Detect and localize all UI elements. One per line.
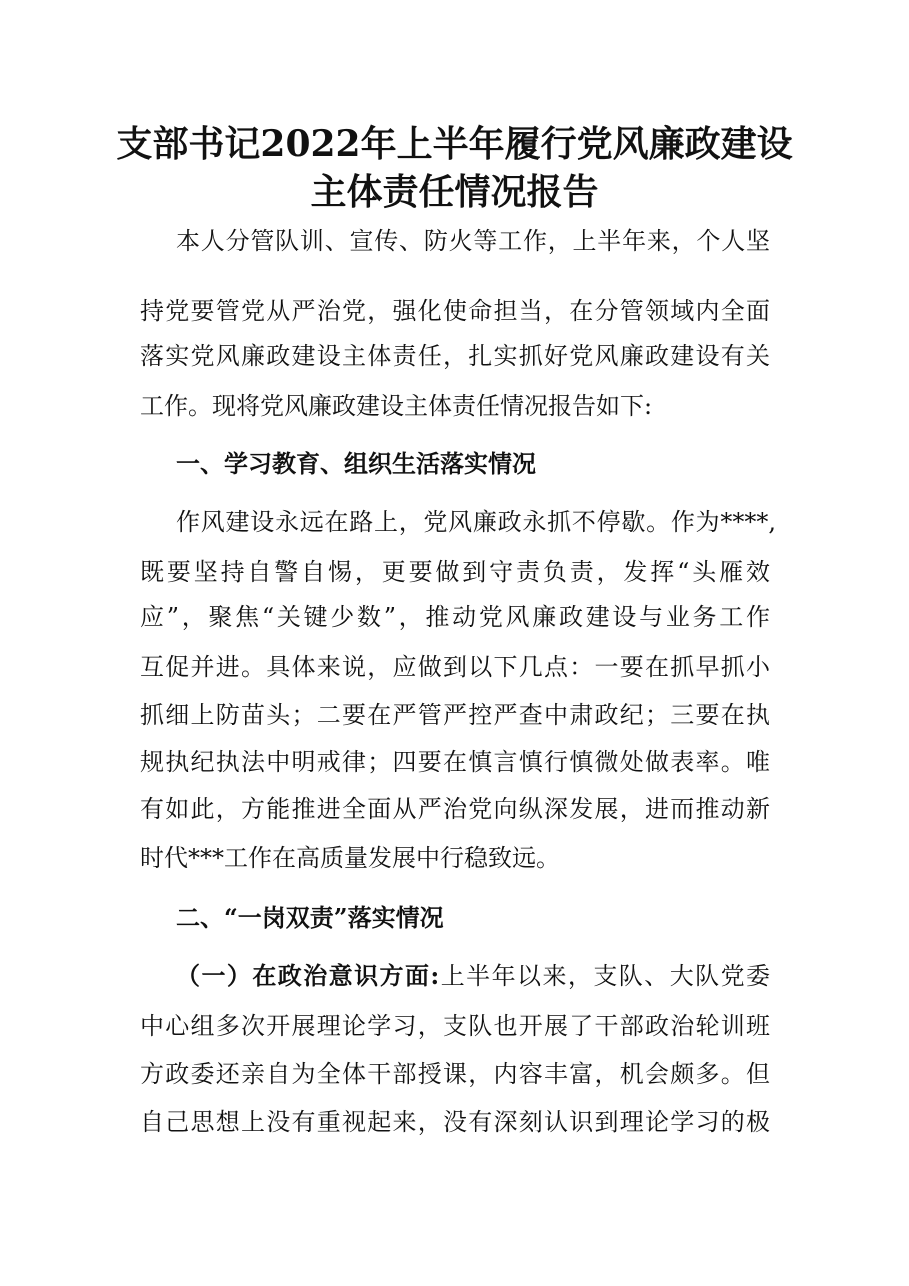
intro-line-2: 持党要管党从严治党，强化使命担当，在分管领域内全面 (140, 297, 770, 325)
section-1-line-8: 时代***工作在高质量发展中行稳致远。 (140, 844, 560, 872)
intro-line-1: 本人分管队训、宣传、防火等工作，上半年来，个人坚 (176, 227, 770, 255)
section-1-line-1: 作风建设永远在路上，党风廉政永抓不停歇。作为****, (176, 508, 776, 536)
intro-line-4: 工作。现将党风廉政建设主体责任情况报告如下: (140, 392, 653, 420)
intro-line-3: 落实党风廉政建设主体责任，扎实抓好党风廉政建设有关 (140, 342, 770, 370)
section-1-line-6: 规执纪执法中明戒律；四要在慎言慎行慎微处做表率。唯 (140, 748, 770, 776)
document-title-line-2: 主体责任情况报告 (310, 171, 599, 213)
section-1-heading: 一、学习教育、组织生活落实情况 (176, 449, 536, 478)
section-1-line-3: 应”，聚焦“关键少数”，推动党风廉政建设与业务工作 (140, 603, 770, 631)
section-2-sub-1-first-rest: 上半年以来，支队、大队党委 (439, 962, 771, 990)
section-1-line-2: 既要坚持自警自惕，更要做到守责负责，发挥“头雁效 (140, 558, 770, 586)
document-title-line-1: 支部书记2022年上半年履行党风廉政建设 (116, 123, 793, 165)
section-2-sub-1-line-1 (176, 954, 770, 998)
section-1-line-4: 互促并进。具体来说，应做到以下几点：一要在抓早抓小 (140, 653, 770, 681)
section-2-sub-1-lead: （一）在政治意识方面: (176, 961, 440, 990)
section-1-line-7: 有如此，方能推进全面从严治党向纵深发展，进而推动新 (140, 795, 770, 823)
section-2-sub-1-line-4: 自己思想上没有重视起来，没有深刻认识到理论学习的极 (140, 1108, 770, 1136)
section-1-line-5: 抓细上防苗头；二要在严管严控严查中肃政纪；三要在执 (140, 701, 770, 729)
section-2-sub-1-line-2: 中心组多次开展理论学习，支队也开展了干部政治轮训班 (140, 1012, 770, 1040)
section-2-heading: 二、“一岗双责”落实情况 (176, 903, 444, 932)
section-2-sub-1-line-3: 方政委还亲自为全体干部授课，内容丰富，机会颇多。但 (140, 1060, 770, 1088)
